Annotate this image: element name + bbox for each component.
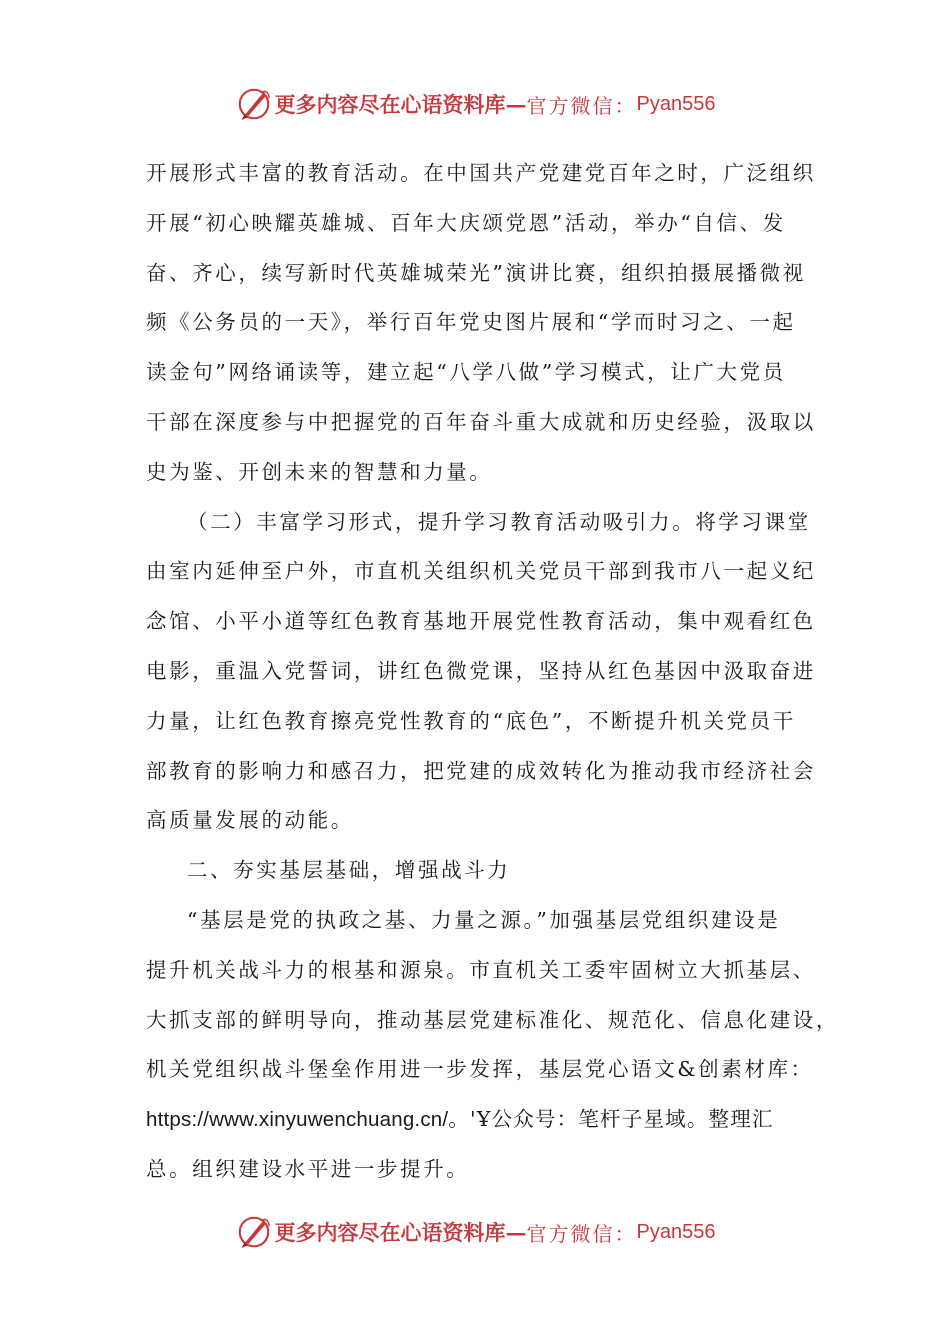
watermark-dash: —: [505, 91, 527, 117]
pen-logo-icon: [235, 1213, 273, 1251]
text-line: 总。组织建设水平进一步提升。: [146, 1156, 470, 1181]
text-line: 干部在深度参与中把握党的百年奋斗重大成就和历史经验，汲取以: [146, 409, 816, 434]
watermark-sub-text: 官方微信：: [526, 93, 637, 118]
text-line: 力量，让红色教育擦亮党性教育的“底色”，不断提升机关党员干: [146, 708, 796, 733]
text-line: 部教育的影响力和感召力，把党建的成效转化为推动我市经济社会: [146, 758, 816, 783]
text-line: 史为鉴、开创未来的智慧和力量。: [146, 459, 493, 484]
text-line: 频《公务员的一天》，举行百年党史图片展和“学而时习之、一起: [146, 310, 796, 335]
source-url[interactable]: https://www.xinyuwenchuang.cn/: [146, 1108, 449, 1132]
section-heading-line: （二）丰富学习形式，提升学习教育活动吸引力。将学习课堂: [187, 509, 811, 534]
url-line-rest: 。'Ұ公众号：笔杆子星域。整理汇: [448, 1107, 774, 1132]
text-line: 奋、齐心，续写新时代英雄城荣光”演讲比赛，组织拍摄展播微视: [146, 260, 806, 285]
text-line: “基层是党的执政之基、力量之源。”加强基层党组织建设是: [187, 907, 781, 932]
section-title: 二、夯实基层基础，增强战斗力: [187, 858, 511, 883]
text-line: 由室内延伸至户外，市直机关组织机关党员干部到我市八一起义纪: [146, 559, 816, 584]
text-line: 念馆、小平小道等红色教育基地开展党性教育活动，集中观看红色: [146, 609, 816, 634]
footer-watermark: [0, 1212, 950, 1252]
text-line: 大抓支部的鲜明导向，推动基层党建标准化、规范化、信息化建设，: [146, 1007, 839, 1032]
watermark-main-text: 更多内容尽在心语资料库: [274, 92, 506, 117]
pen-logo-icon: [235, 85, 273, 123]
header-watermark: [0, 84, 950, 124]
text-line: 机关党组织战斗堡垒作用进一步发挥，基层党心语文&创素材库：: [146, 1057, 814, 1082]
document-body: [146, 149, 839, 1195]
watermark-dash: —: [505, 1219, 527, 1245]
text-line: 开展形式丰富的教育活动。在中国共产党建党百年之时，广泛组织: [146, 161, 816, 185]
text-line: 开展“初心映耀英雄城、百年大庆颂党恩”活动，举办“自信、发: [146, 210, 786, 235]
url-line: [146, 1095, 810, 1145]
watermark-wechat-id: Pyan556: [636, 92, 716, 115]
text-line: 高质量发展的动能。: [146, 808, 354, 833]
watermark-main-text: 更多内容尽在心语资料库: [274, 1220, 506, 1245]
text-line: 读金句”网络诵读等，建立起“八学八做”学习模式，让广大党员: [146, 360, 786, 385]
text-line: 提升机关战斗力的根基和源泉。市直机关工委牢固树立大抓基层、: [146, 957, 816, 982]
watermark-wechat-id: Pyan556: [636, 1220, 716, 1243]
text-line: 电影，重温入党誓词，讲红色微党课，坚持从红色基因中汲取奋进: [146, 658, 816, 683]
watermark-sub-text: 官方微信：: [526, 1221, 637, 1246]
